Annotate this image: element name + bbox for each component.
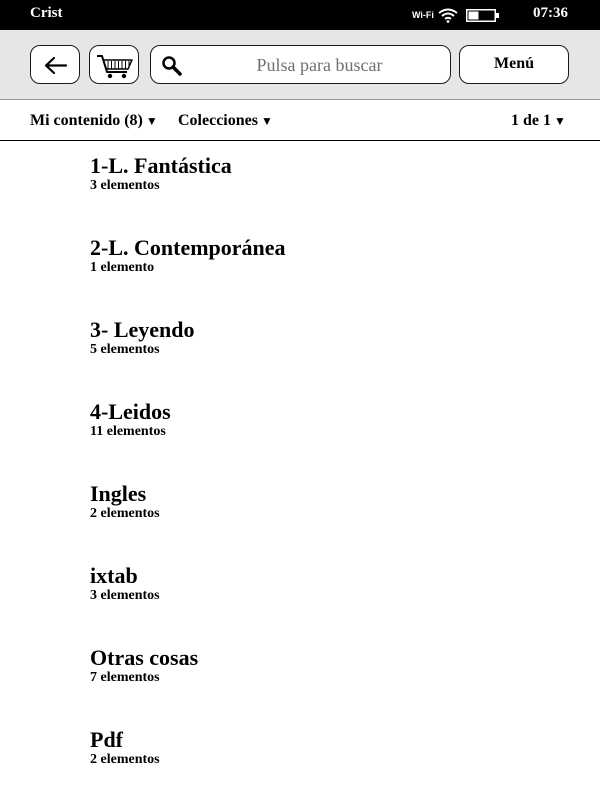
collection-item[interactable]	[90, 481, 570, 541]
collection-count: 2 elementos	[90, 752, 160, 767]
collection-count: 3 elementos	[90, 588, 160, 603]
toolbar	[0, 30, 600, 100]
user-name: Crist	[30, 5, 63, 21]
collection-count: 3 elementos	[90, 178, 160, 193]
battery-icon	[466, 9, 500, 22]
search-placeholder: Pulsa para buscar	[256, 55, 383, 75]
search-input[interactable]	[150, 45, 451, 84]
collection-title: 2-L. Contemporánea	[90, 235, 286, 260]
my-content-dropdown[interactable]	[30, 112, 158, 130]
collection-item[interactable]	[90, 317, 570, 377]
wifi-label: Wi-Fi	[412, 10, 434, 20]
collection-title: 3- Leyendo	[90, 317, 195, 342]
collection-count: 1 elemento	[90, 260, 155, 275]
collection-item[interactable]	[90, 399, 570, 459]
collection-title: Pdf	[90, 727, 123, 752]
my-content-label: Mi contenido (8)	[30, 112, 143, 129]
collection-item[interactable]	[90, 727, 570, 787]
dropdown-arrow-icon: ▼	[260, 114, 273, 128]
back-button[interactable]	[30, 45, 80, 84]
collection-title: ixtab	[90, 563, 138, 588]
collection-item[interactable]	[90, 153, 570, 213]
collection-item[interactable]	[90, 235, 570, 295]
store-cart-button[interactable]	[89, 45, 139, 84]
menu-button[interactable]: Menú	[459, 45, 569, 84]
collection-count: 5 elementos	[90, 342, 160, 357]
collection-title: 1-L. Fantástica	[90, 153, 232, 178]
page-selector[interactable]	[511, 112, 566, 130]
collection-item[interactable]	[90, 563, 570, 623]
collection-item[interactable]	[90, 645, 570, 705]
collection-count: 2 elementos	[90, 506, 160, 521]
collection-title: Ingles	[90, 481, 147, 506]
collection-title: 4-Leidos	[90, 399, 171, 424]
search-icon	[161, 55, 183, 77]
dropdown-arrow-icon: ▼	[554, 114, 566, 128]
back-arrow-icon	[31, 46, 81, 85]
clock: 07:36	[533, 5, 568, 21]
dropdown-arrow-icon: ▼	[145, 114, 158, 128]
collections-label: Colecciones	[178, 112, 258, 129]
shopping-cart-icon	[90, 46, 140, 85]
collections-dropdown[interactable]	[178, 112, 273, 130]
collection-count: 7 elementos	[90, 670, 160, 685]
wifi-icon	[438, 8, 458, 23]
collection-title: Otras cosas	[90, 645, 199, 670]
status-bar	[0, 0, 600, 30]
page-indicator: 1 de 1	[511, 112, 551, 129]
collection-count: 11 elementos	[90, 424, 166, 439]
filter-bar	[0, 100, 600, 141]
